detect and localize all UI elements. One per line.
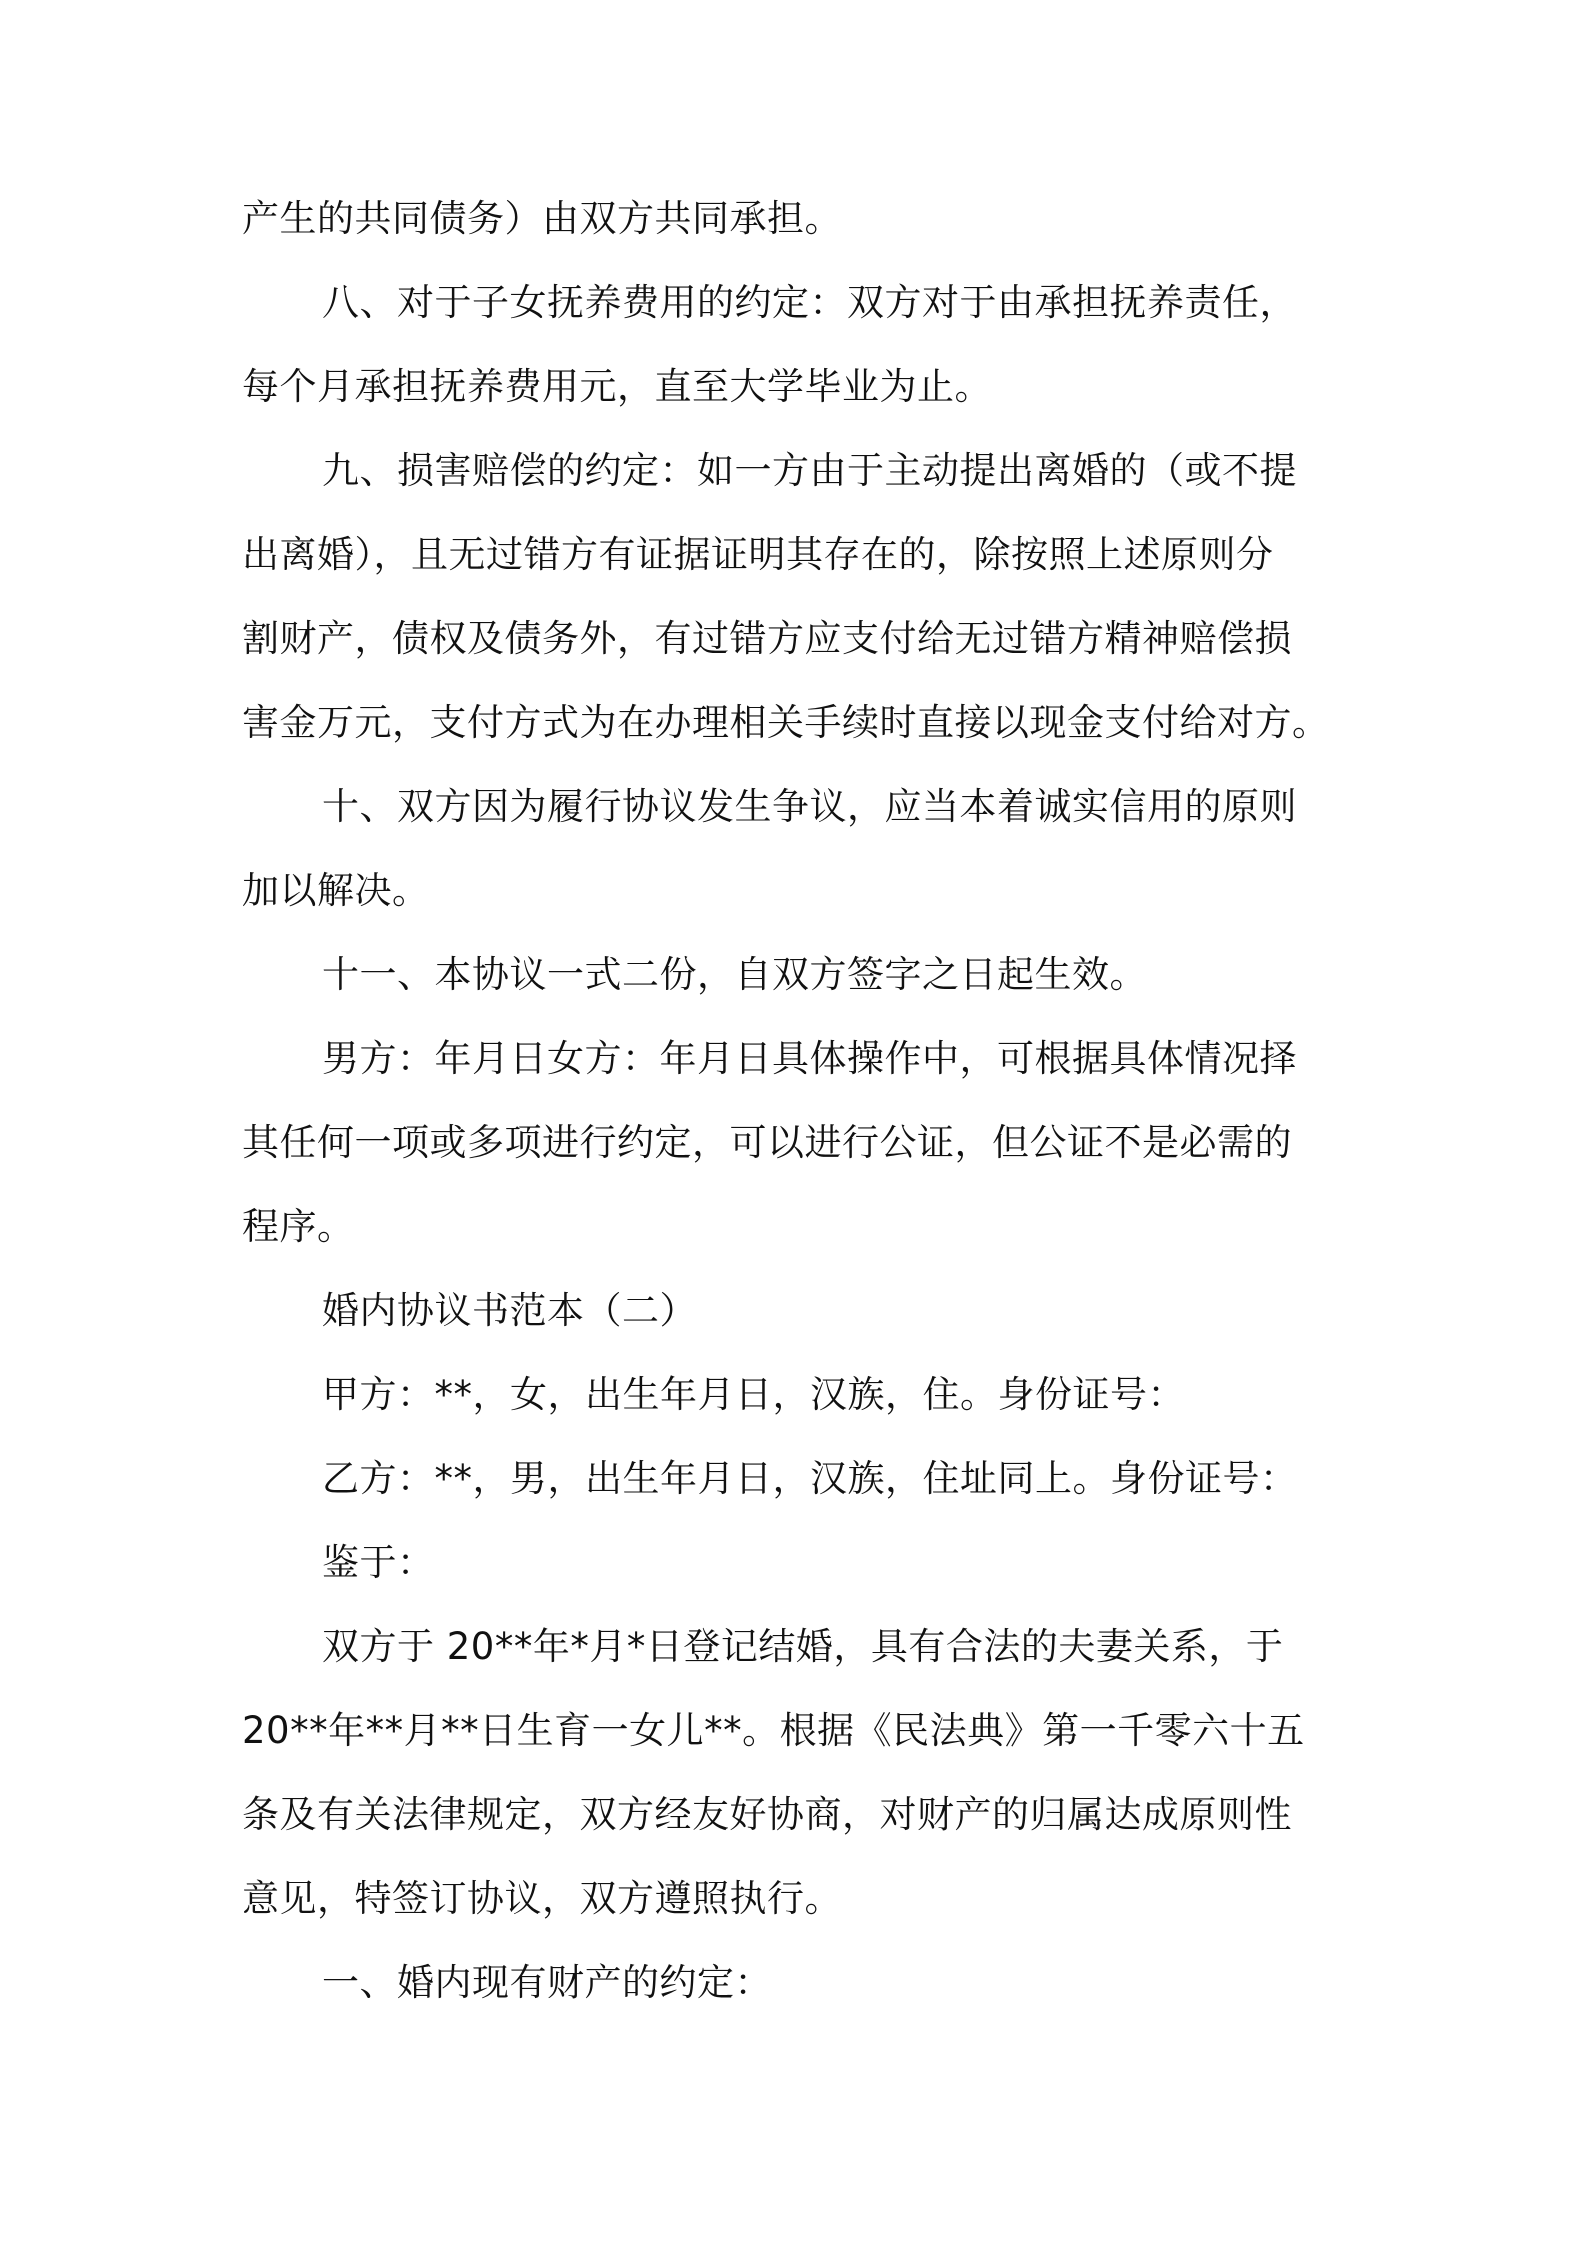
text-line: 产生的共同债务）由双方共同承担。 xyxy=(242,197,842,240)
section-heading: 婚内协议书范本（二） xyxy=(322,1289,697,1332)
text-line: 害金万元，支付方式为在办理相关手续时直接以现金支付给对方。 xyxy=(242,701,1330,744)
text-line: 男方：年月日女方：年月日具体操作中，可根据具体情况择 xyxy=(322,1037,1297,1080)
text-line: 每个月承担抚养费用元，直至大学毕业为止。 xyxy=(242,365,992,408)
text-line: 割财产，债权及债务外，有过错方应支付给无过错方精神赔偿损 xyxy=(242,617,1292,660)
text-line: 程序。 xyxy=(242,1205,355,1248)
text-line: 双方于 20**年*月*日登记结婚，具有合法的夫妻关系，于 xyxy=(322,1625,1284,1668)
text-line: 十、双方因为履行协议发生争议，应当本着诚实信用的原则 xyxy=(322,785,1297,828)
text-line: 鉴于： xyxy=(322,1541,435,1584)
text-line: 20**年**月**日生育一女儿**。根据《民法典》第一千零六十五 xyxy=(242,1709,1305,1752)
text-line: 十一、本协议一式二份，自双方签字之日起生效。 xyxy=(322,953,1147,996)
text-line: 加以解决。 xyxy=(242,869,430,912)
text-line: 一、婚内现有财产的约定： xyxy=(322,1961,772,2004)
text-line: 条及有关法律规定，双方经友好协商，对财产的归属达成原则性 xyxy=(242,1793,1292,1836)
text-line: 出离婚），且无过错方有证据证明其存在的，除按照上述原则分 xyxy=(242,533,1274,576)
text-line: 乙方：**，男，出生年月日，汉族，住址同上。身份证号： xyxy=(322,1457,1298,1500)
text-line: 甲方：**，女，出生年月日，汉族，住。身份证号： xyxy=(322,1373,1185,1416)
text-line: 意见，特签订协议，双方遵照执行。 xyxy=(242,1877,842,1920)
text-line: 九、损害赔偿的约定：如一方由于主动提出离婚的（或不提 xyxy=(322,449,1297,492)
text-line: 八、对于子女抚养费用的约定：双方对于由承担抚养责任， xyxy=(322,281,1297,324)
text-line: 其任何一项或多项进行约定，可以进行公证，但公证不是必需的 xyxy=(242,1121,1292,1164)
